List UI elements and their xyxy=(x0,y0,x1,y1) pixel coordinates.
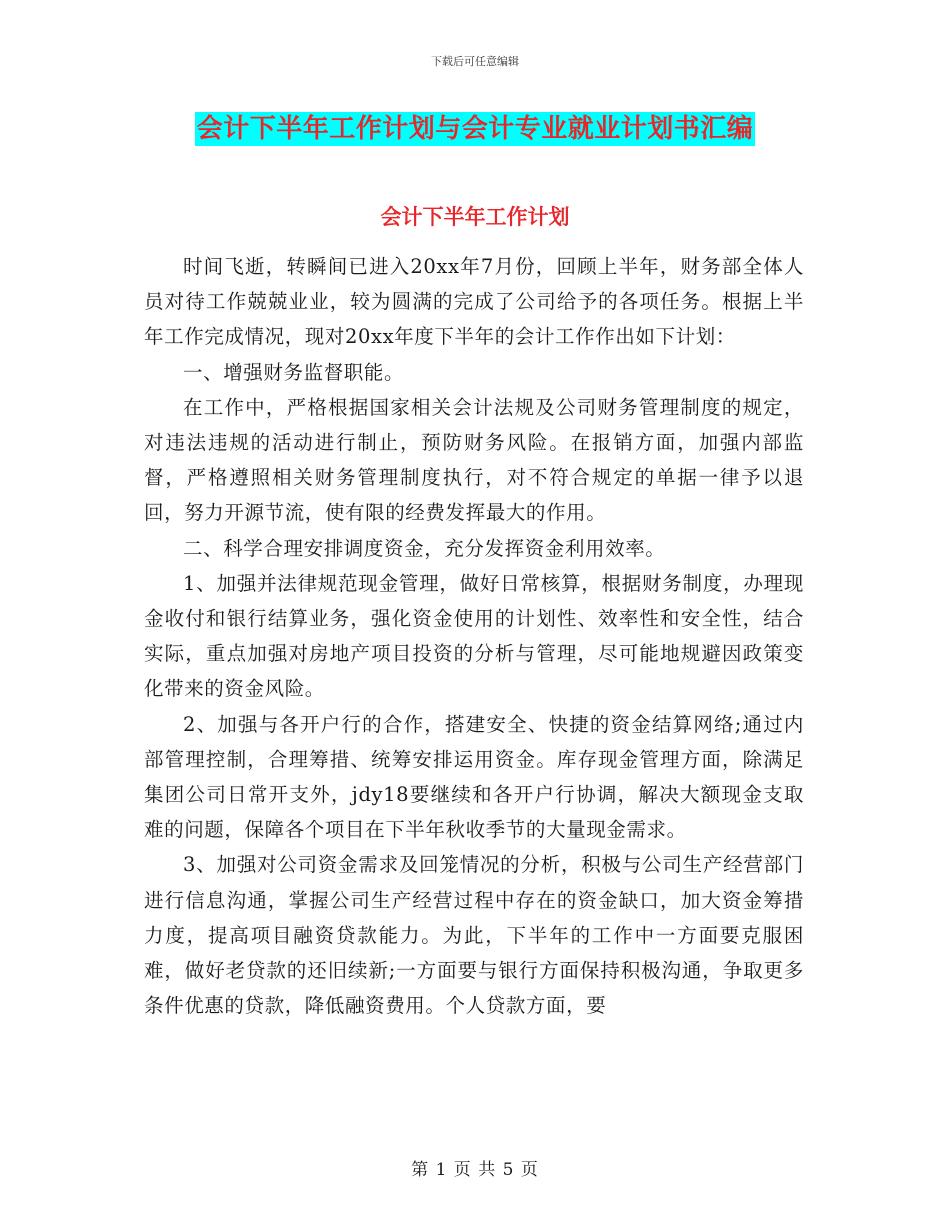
section-title: 会计下半年工作计划 xyxy=(380,205,570,229)
paragraph-item-2: 2、加强与各开户行的合作，搭建安全、快捷的资金结算网络;通过内部管理控制，合理筹措、统筹安排运用资金。库存现金管理方面，除满足集团公司日常开支外，jdy18要继续和各开户行协调，解决大额现金支取难的问题，保障各个项目在下半年秋收季节的大量现金需求。 xyxy=(144,712,804,842)
paragraph-heading-2: 二、科学合理安排调度资金，充分发挥资金利用效率。 xyxy=(183,536,666,560)
paragraph-supervision: 在工作中，严格根据国家相关会计法规及公司财务管理制度的规定，对违法违规的活动进行制止，预防财务风险。在报销方面，加强内部监督，严格遵照相关财务管理制度执行，对不符合规定的单据一律予以退回，努力开源节流，使有限的经费发挥最大的作用。 xyxy=(144,395,804,525)
paragraph-intro: 时间飞逝，转瞬间已进入20xx年7月份，回顾上半年，财务部全体人员对待工作兢兢业业，较为圆满的完成了公司给予的各项任务。根据上半年工作完成情况，现对20xx年度下半年的会计工作作出如下计划： xyxy=(144,255,804,349)
doc-title-container xyxy=(0,112,950,146)
paragraph-item-3: 3、加强对公司资金需求及回笼情况的分析，积极与公司生产经营部门进行信息沟通，掌握公司生产经营过程中存在的资金缺口，加大资金筹措力度，提高项目融资贷款能力。为此，下半年的工作中一方面要克服困难，做好老贷款的还旧续新;一方面要与银行方面保持积极沟通，争取更多条件优惠的贷款，降低融资费用。个人贷款方面，要 xyxy=(144,853,804,1018)
header-note: 下载后可任意编辑 xyxy=(431,55,519,68)
page-footer: 第 1 页 共 5 页 xyxy=(411,1160,539,1180)
paragraph-heading-1: 一、增强财务监督职能。 xyxy=(183,360,405,384)
body-text xyxy=(144,249,804,1023)
document-title: 会计下半年工作计划与会计专业就业计划书汇编 xyxy=(196,114,754,144)
paragraph-item-1: 1、加强并法律规范现金管理，做好日常核算，根据财务制度，办理现金收付和银行结算业务，强化资金使用的计划性、效率性和安全性，结合实际，重点加强对房地产项目投资的分析与管理，尽可能地规避因政策变化带来的资金风险。 xyxy=(144,571,804,701)
